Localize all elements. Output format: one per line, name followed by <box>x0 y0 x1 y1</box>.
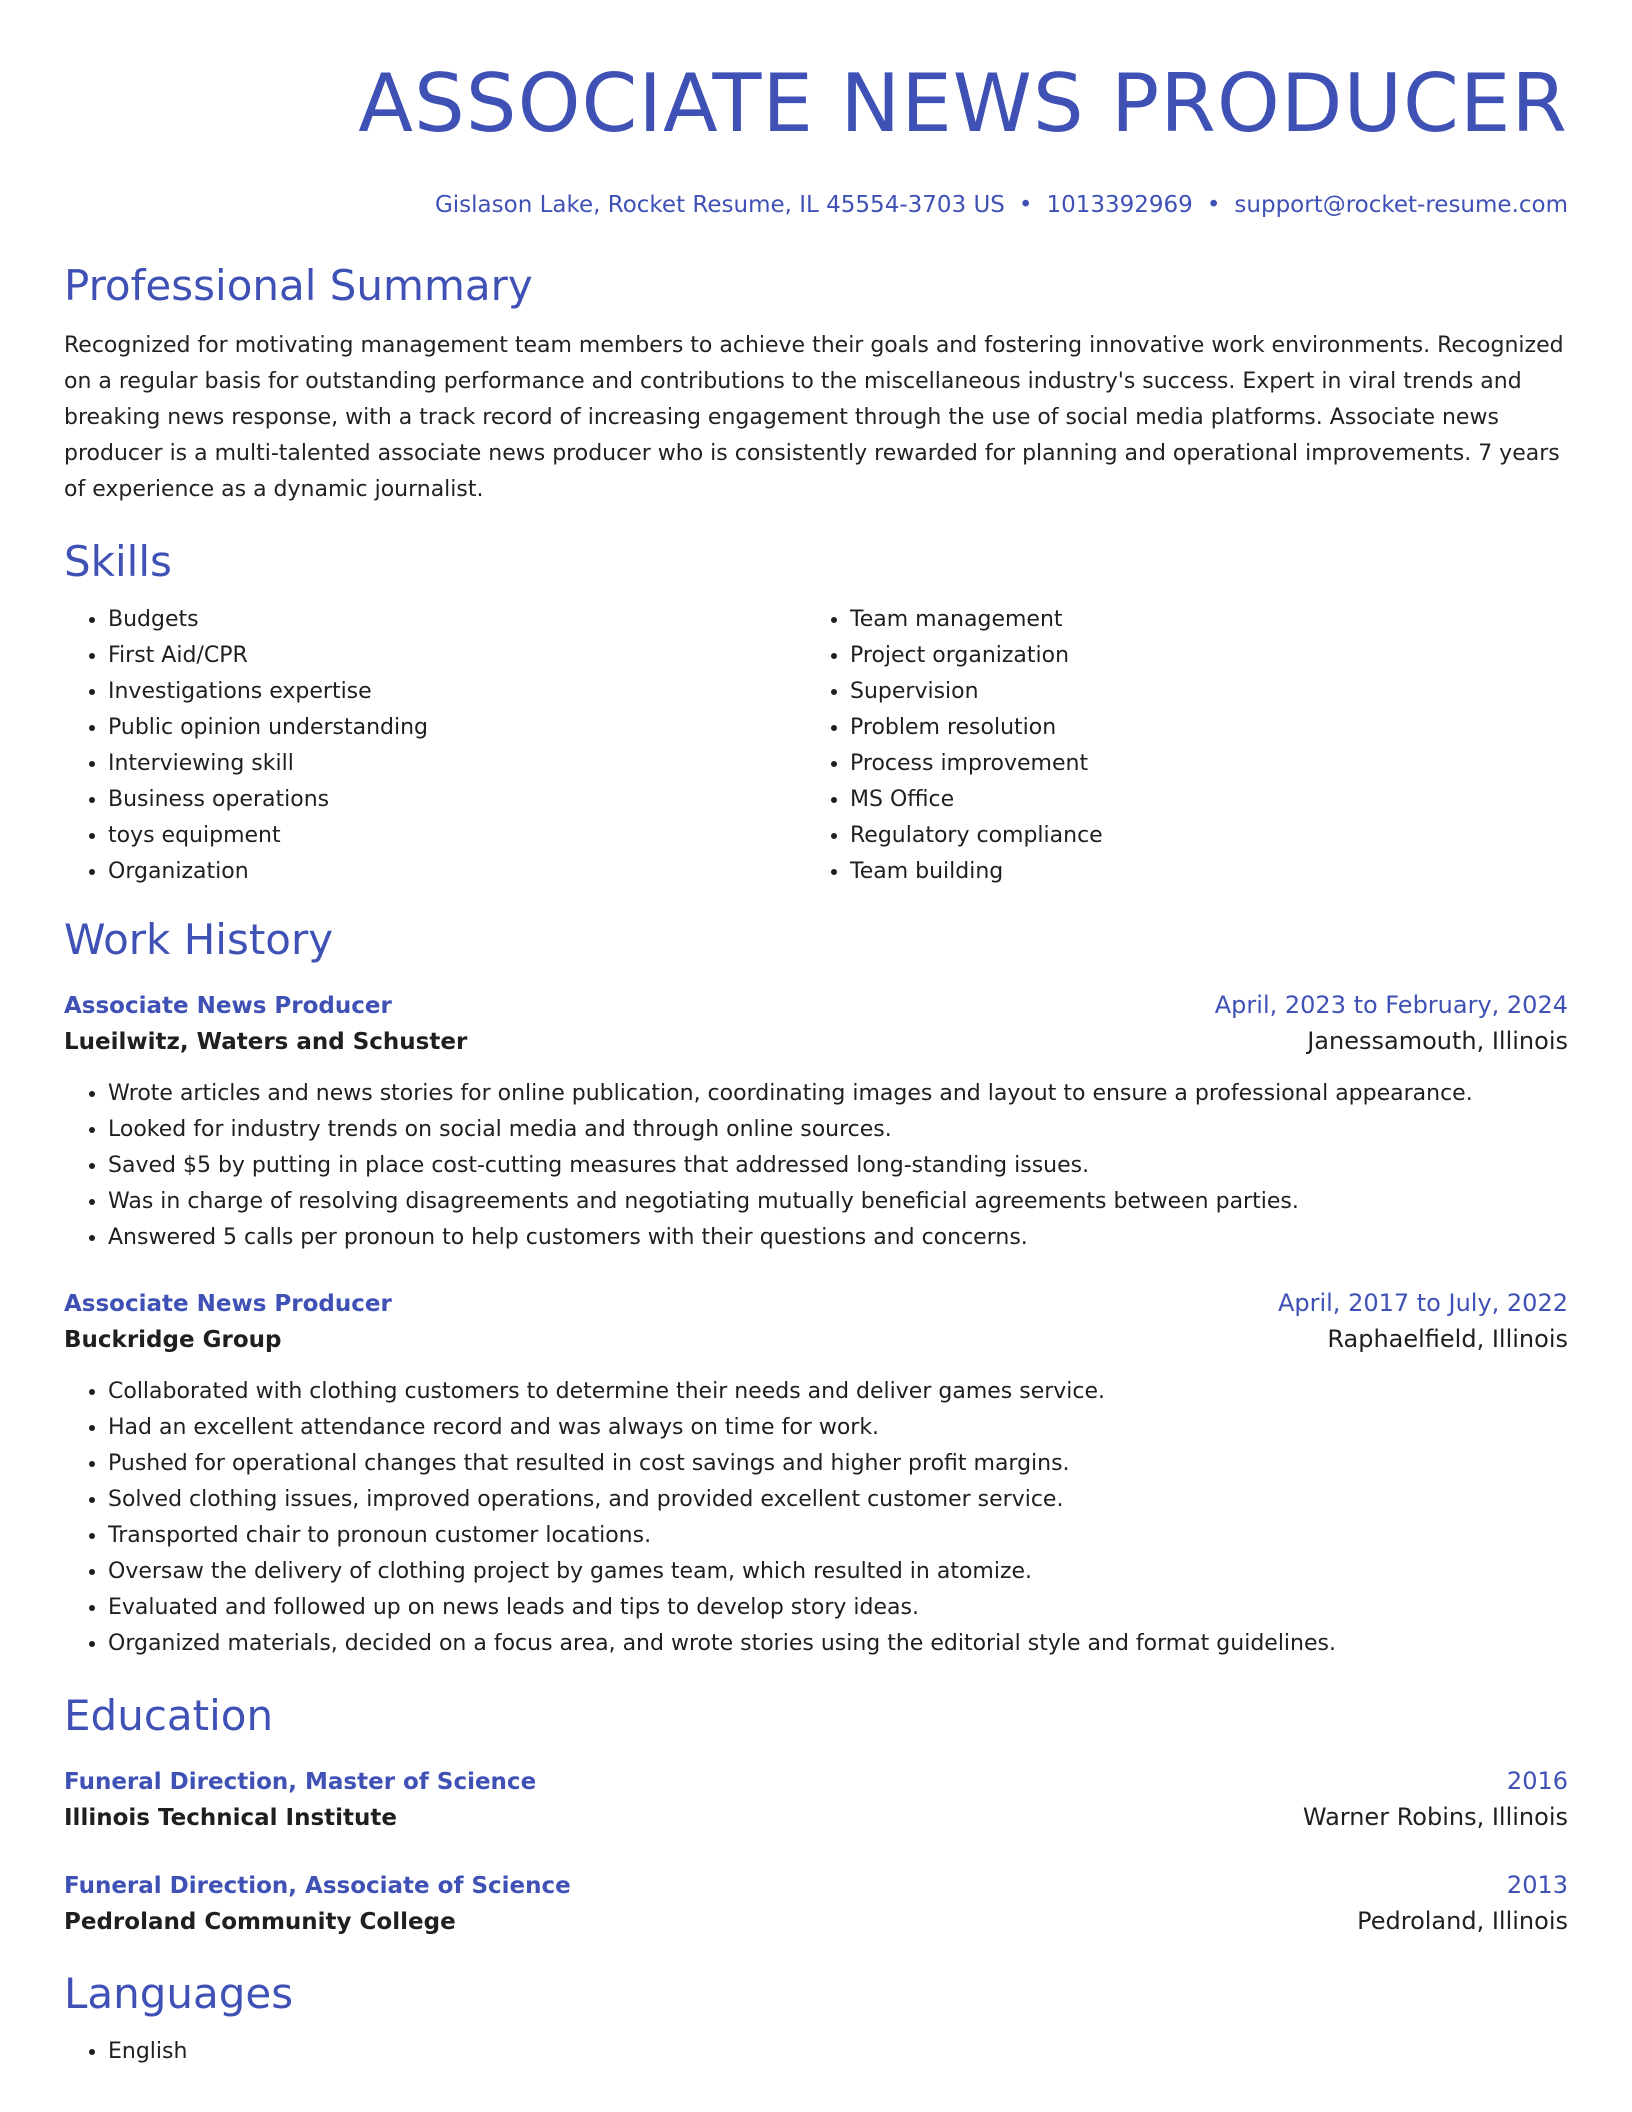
skill-item: • Budgets <box>108 602 806 638</box>
education-heading: Education <box>64 1691 274 1740</box>
job-bullets <box>64 1374 1568 1662</box>
job-bullet: • Transported chair to pronoun customer locations. <box>108 1518 1568 1554</box>
skills-heading: Skills <box>64 537 172 586</box>
education-school: Illinois Technical Institute <box>64 1805 397 1831</box>
education-location: Pedroland, Illinois <box>1357 1907 1568 1935</box>
job-bullet: • Oversaw the delivery of clothing project by games team, which resulted in atomize. <box>108 1554 1568 1590</box>
skill-item: • Problem resolution <box>850 710 1548 746</box>
job-bullet: • Solved clothing issues, improved operations, and provided excellent customer service. <box>108 1482 1568 1518</box>
job-title: Associate News Producer <box>64 993 392 1019</box>
job-location: Janessamouth, Illinois <box>1307 1027 1568 1055</box>
education-location: Warner Robins, Illinois <box>1302 1803 1568 1831</box>
summary-text: Recognized for motivating management team members to achieve their goals and fostering innovative work environments. Recognized on a regular basis for outstanding performance and contributions to the miscellaneous industry's success. Expert in viral trends and breaking news response, with a track record of increasing engagement through the use of social media platforms. Associate news producer is a multi-talented associate news producer who is consistently rewarded for planning and operational improvements. 7 years of experience as a dynamic journalist. <box>64 333 1564 502</box>
job-entry <box>64 988 1568 1256</box>
job-bullet: • Had an excellent attendance record and was always on time for work. <box>108 1410 1568 1446</box>
job-bullet: • Wrote articles and news stories for online publication, coordinating images and layout to ensure a professional appearance. <box>108 1076 1568 1112</box>
skill-item: • toys equipment <box>108 818 806 854</box>
skill-item: • First Aid/CPR <box>108 638 806 674</box>
job-bullet: • Organized materials, decided on a focus area, and wrote stories using the editorial style and format guidelines. <box>108 1626 1568 1662</box>
education-header <box>64 1764 1568 1799</box>
skills-column-right <box>806 602 1548 890</box>
resume-title: ASSOCIATE NEWS PRODUCER <box>358 57 1568 150</box>
skill-item: • Public opinion understanding <box>108 710 806 746</box>
language-item: • English <box>108 2034 1568 2070</box>
languages-heading: Languages <box>64 1969 294 2018</box>
education-degree: Funeral Direction, Associate of Science <box>64 1873 571 1899</box>
job-subheader <box>64 1321 1568 1358</box>
education-year: 2013 <box>1506 1871 1568 1899</box>
job-bullet: • Evaluated and followed up on news leads and tips to develop story ideas. <box>108 1590 1568 1626</box>
job-company: Buckridge Group <box>64 1327 282 1353</box>
job-subheader <box>64 1023 1568 1060</box>
education-subheader <box>64 1799 1568 1836</box>
job-location: Raphaelfield, Illinois <box>1327 1325 1568 1353</box>
education-entry <box>64 1868 1568 1940</box>
skill-item: • Regulatory compliance <box>850 818 1548 854</box>
job-bullet: • Collaborated with clothing customers to determine their needs and deliver games service. <box>108 1374 1568 1410</box>
education-subheader <box>64 1903 1568 1940</box>
skill-item: • Interviewing skill <box>108 746 806 782</box>
job-entry <box>64 1286 1568 1662</box>
job-header <box>64 988 1568 1023</box>
job-dates: April, 2017 to July, 2022 <box>1277 1289 1568 1317</box>
job-company: Lueilwitz, Waters and Schuster <box>64 1029 468 1055</box>
skill-item: • Team management <box>850 602 1548 638</box>
education-year: 2016 <box>1506 1767 1568 1795</box>
contact-phone[interactable]: 1013392969 <box>1046 192 1193 218</box>
education-header <box>64 1868 1568 1903</box>
skills-column-left <box>64 602 806 890</box>
languages-list <box>64 2034 1568 2070</box>
summary-heading: Professional Summary <box>64 261 533 310</box>
skill-item: • Business operations <box>108 782 806 818</box>
contact-separator: • <box>1018 192 1033 218</box>
job-title: Associate News Producer <box>64 1291 392 1317</box>
job-bullets <box>64 1076 1568 1256</box>
contact-address: Gislason Lake, Rocket Resume, IL 45554-3703 US <box>434 192 1005 218</box>
contact-line <box>64 190 1568 220</box>
skill-item: • Project organization <box>850 638 1548 674</box>
skill-item: • Supervision <box>850 674 1548 710</box>
education-entry <box>64 1764 1568 1836</box>
job-bullet: • Was in charge of resolving disagreements and negotiating mutually beneficial agreements between parties. <box>108 1184 1568 1220</box>
contact-email[interactable]: support@rocket-resume.com <box>1234 192 1568 218</box>
job-bullet: • Pushed for operational changes that resulted in cost savings and higher profit margins. <box>108 1446 1568 1482</box>
skill-item: • MS Office <box>850 782 1548 818</box>
skill-item: • Organization <box>108 854 806 890</box>
skill-item: • Investigations expertise <box>108 674 806 710</box>
job-bullet: • Looked for industry trends on social media and through online sources. <box>108 1112 1568 1148</box>
education-school: Pedroland Community College <box>64 1909 456 1935</box>
job-dates: April, 2023 to February, 2024 <box>1214 991 1568 1019</box>
work-history-heading: Work History <box>64 915 334 964</box>
job-bullet: • Answered 5 calls per pronoun to help customers with their questions and concerns. <box>108 1220 1568 1256</box>
contact-separator: • <box>1206 192 1221 218</box>
skills-list <box>64 602 1568 890</box>
job-header <box>64 1286 1568 1321</box>
job-bullet: • Saved $5 by putting in place cost-cutting measures that addressed long-standing issues. <box>108 1148 1568 1184</box>
education-degree: Funeral Direction, Master of Science <box>64 1769 537 1795</box>
skill-item: • Team building <box>850 854 1548 890</box>
skill-item: • Process improvement <box>850 746 1548 782</box>
